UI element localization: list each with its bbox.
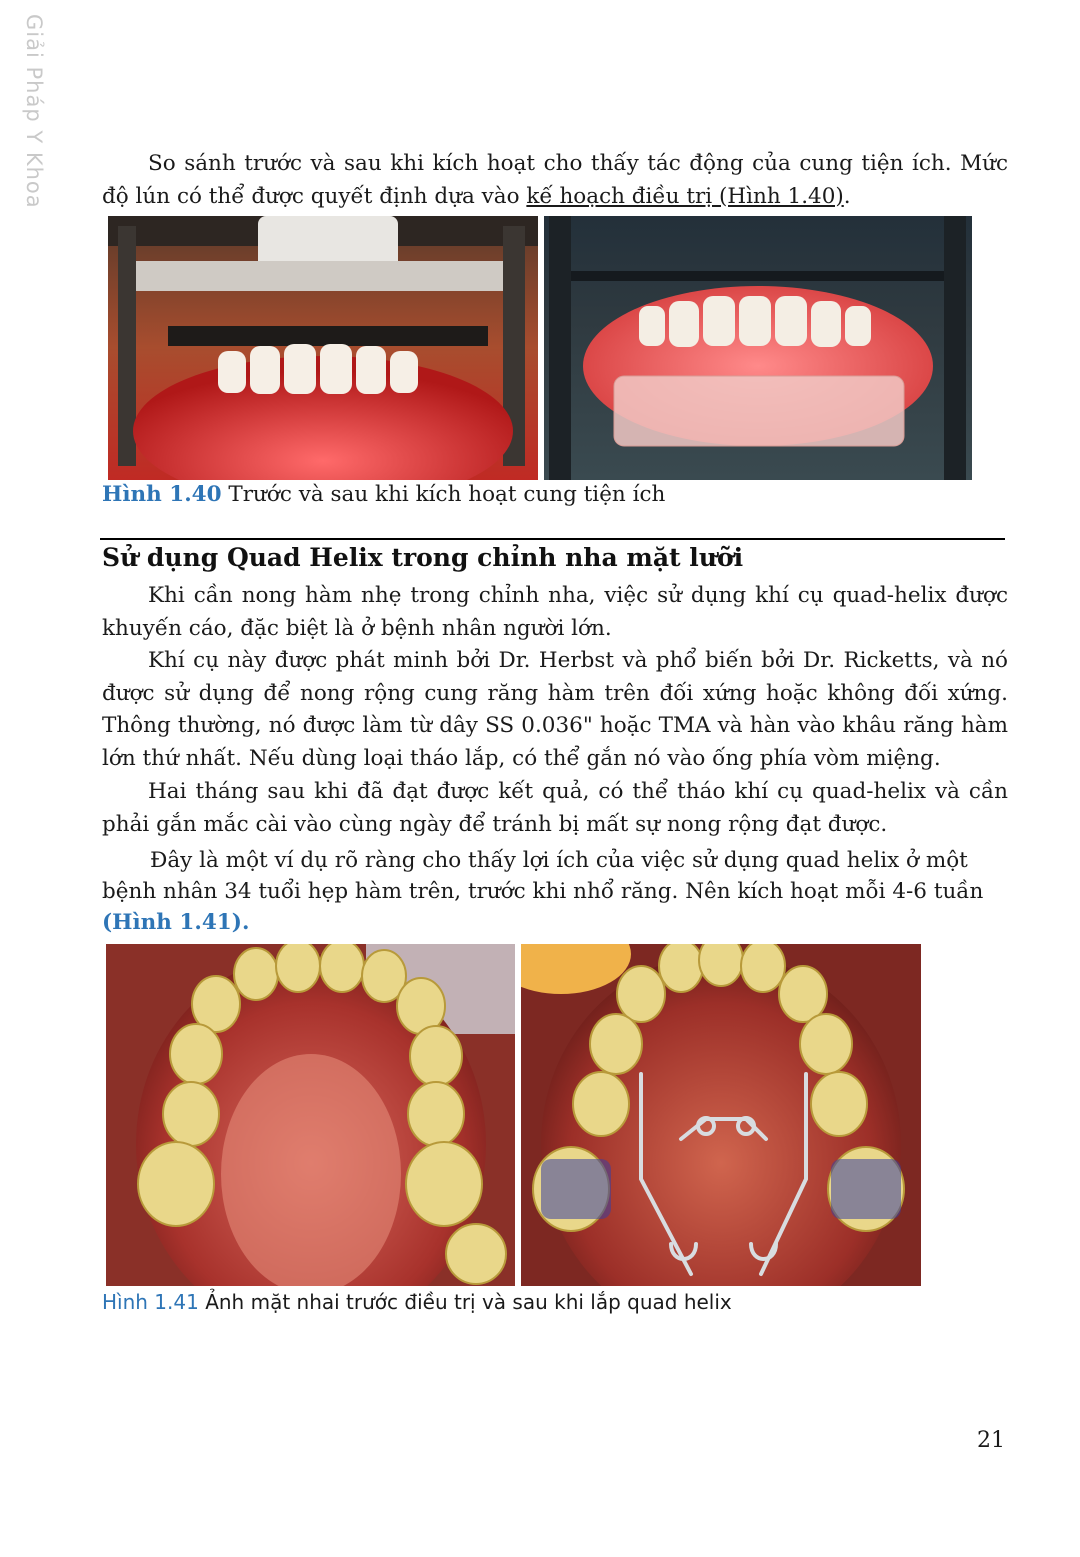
section-heading: Sử dụng Quad Helix trong chỉnh nha mặt lưỡi <box>102 543 744 572</box>
figure-1-41-caption <box>102 1290 732 1314</box>
figure-1-40-after-photo <box>544 216 972 480</box>
paragraph-intro-text: So sánh trước và sau khi kích hoạt cho thấy tác động của cung tiện ích. Mức độ lún có thể được quyết định dựa vào <box>102 151 1008 209</box>
page-number: 21 <box>977 1428 1005 1453</box>
figure-1-41-caption-text: Ảnh mặt nhai trước điều trị và sau khi lắp quad helix <box>198 1290 732 1314</box>
paragraph-quad-helix-history-text: Khí cụ này được phát minh bởi Dr. Herbst và phổ biến bởi Dr. Ricketts, và nó được sử dụng để nong rộng cung răng hàm trên đối xứng hoặc không đối xứng. Thông thường, nó được làm từ dây SS 0.036" hoặc TMA và hàn vào khâu răng hàm lớn thứ nhất. Nếu dùng loại tháo lắp, có thể gắn nó vào ống phía vòm miệng. <box>102 648 1008 771</box>
figure-1-40-label: Hình 1.40 <box>102 482 222 507</box>
paragraph-quad-helix-intro-text: Khi cần nong hàm nhẹ trong chỉnh nha, việc sử dụng khí cụ quad-helix được khuyến cáo, đặc biệt là ở bệnh nhân người lớn. <box>102 583 1008 641</box>
paragraph-quad-helix-intro <box>102 580 1008 645</box>
paragraph-intro-end: . <box>843 183 851 209</box>
paragraph-quad-helix-history <box>102 645 1008 775</box>
figure-1-41-label: Hình 1.41 <box>102 1290 199 1314</box>
figure-reference-141: (Hình 1.41). <box>102 910 250 935</box>
paragraph-quad-helix-example <box>102 845 1002 938</box>
watermark: Giải Pháp Y Khoa <box>22 14 46 209</box>
paragraph-quad-helix-removal <box>102 776 1008 841</box>
figure-1-41 <box>106 944 921 1286</box>
figure-1-40-caption <box>102 482 665 507</box>
figure-1-40-caption-text: Trước và sau khi kích hoạt cung tiện ích <box>221 482 666 507</box>
figure-1-40 <box>108 216 972 480</box>
figure-1-41-before-photo <box>106 944 515 1286</box>
paragraph-quad-helix-example-text: Đây là một ví dụ rõ ràng cho thấy lợi ích của việc sử dụng quad helix ở một bệnh nhân 34 tuổi hẹp hàm trên, trước khi nhổ răng. Nên kích hoạt mỗi 4-6 tuần <box>102 848 984 904</box>
paragraph-quad-helix-removal-text: Hai tháng sau khi đã đạt được kết quả, có thể tháo khí cụ quad-helix và cần phải gắn mắc cài vào cùng ngày để tránh bị mất sự nong rộng đạt được. <box>102 779 1008 837</box>
figure-1-41-after-photo <box>521 944 921 1286</box>
section-divider <box>100 538 1005 540</box>
figure-1-40-before-photo <box>108 216 538 480</box>
figure-reference-140: kế hoạch điều trị (Hình 1.40) <box>526 183 844 209</box>
paragraph-intro <box>102 148 1008 213</box>
